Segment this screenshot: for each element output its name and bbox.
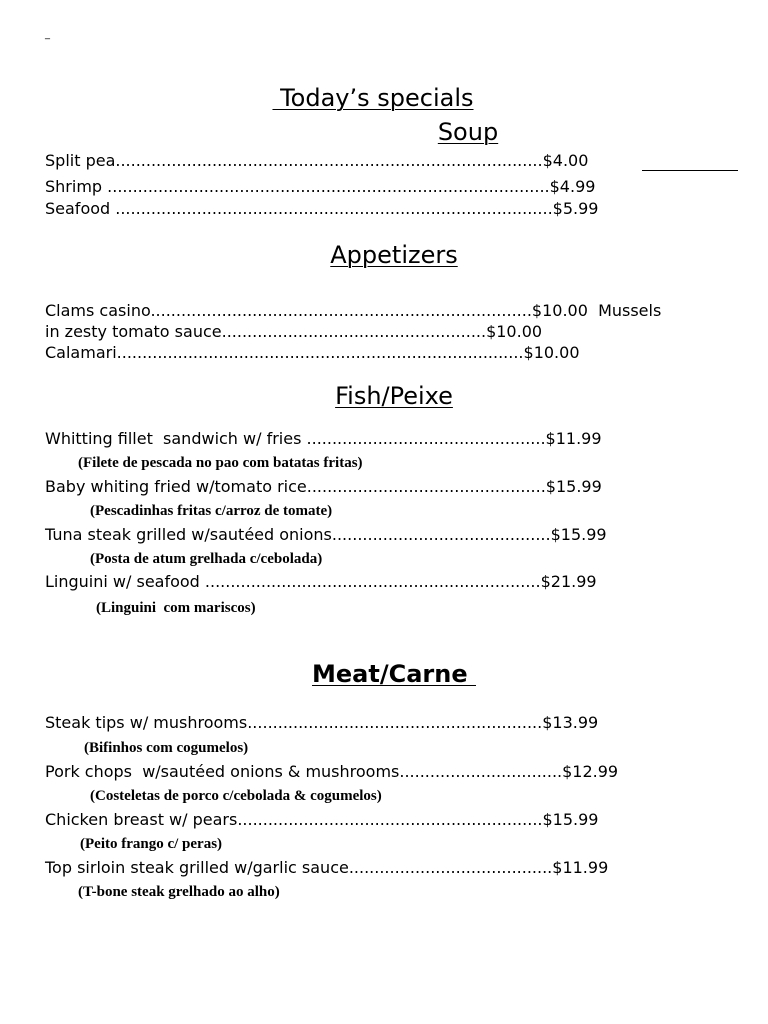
section-heading-fish: Fish/Peixe [335,382,453,410]
menu-item-translation: (Peito frango c/ peras) [80,836,223,852]
menu-item-meat: Chicken breast w/ pears............................................................$15.99 [45,810,599,829]
stray-mark: _ [45,29,50,40]
menu-item-meat: Top sirloin steak grilled w/garlic sauce........................................$11.99 [45,858,609,877]
menu-item-translation: (T-bone steak grelhado ao alho) [78,884,280,900]
menu-item-fish: Linguini w/ seafood ..................................................................$21.99 [45,572,597,591]
menu-item-appetizer: Calamari................................................................................$10.00 [45,343,580,362]
page-title: Today’s specials [272,84,474,112]
menu-item-translation: (Filete de pescada no pao com batatas fritas) [78,455,363,471]
menu-item-appetizer: in zesty tomato sauce....................................................$10.00 [45,322,543,341]
section-heading-soup: Soup [437,118,499,146]
menu-item-soup: Seafood ......................................................................................$5.99 [45,199,599,218]
menu-item-soup: Shrimp .......................................................................................$4.99 [45,177,596,196]
section-heading-appetizers: Appetizers [330,241,458,269]
underline-rule [642,170,738,171]
menu-item-appetizer: Clams casino...........................................................................$10.00 Mussels [45,301,662,320]
menu-item-translation: (Pescadinhas fritas c/arroz de tomate) [90,503,333,519]
section-heading-meat: Meat/Carne [312,660,476,688]
menu-item-soup: Split pea....................................................................................$4.00 [45,151,589,170]
menu-item-meat: Steak tips w/ mushrooms..........................................................$13.99 [45,713,599,732]
menu-item-translation: (Posta de atum grelhada c/cebolada) [90,551,323,567]
menu-item-translation: (Costeletas de porco c/cebolada & cogumelos) [90,788,382,804]
menu-item-fish: Baby whiting fried w/tomato rice...............................................$15.99 [45,477,602,496]
menu-item-meat: Pork chops w/sautéed onions & mushrooms................................$12.99 [45,762,619,781]
menu-item-fish: Tuna steak grilled w/sautéed onions...........................................$15.99 [45,525,607,544]
menu-item-fish: Whitting fillet sandwich w/ fries ...............................................$11.99 [45,429,602,448]
menu-item-translation: (Bifinhos com cogumelos) [84,740,249,756]
menu-item-translation: (Linguini com mariscos) [96,600,256,616]
